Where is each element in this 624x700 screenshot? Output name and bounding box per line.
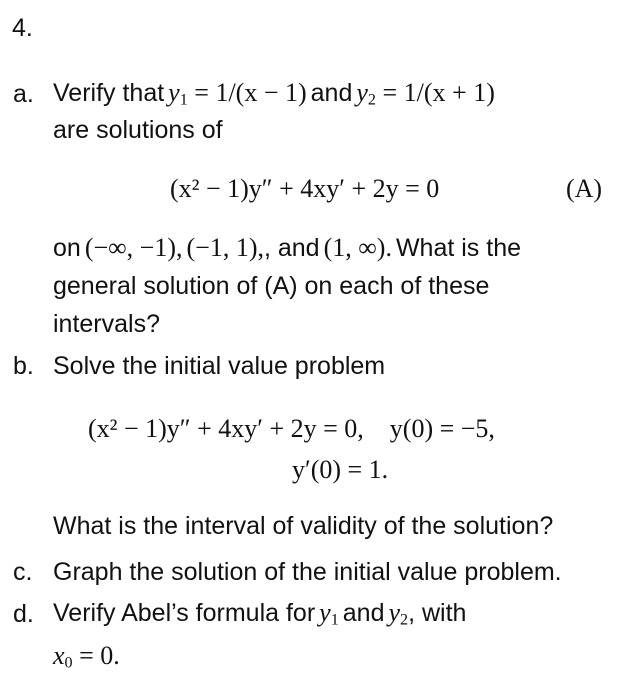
y2-expression: = 1/(x + 1) xyxy=(382,78,495,107)
part-b-label: b. xyxy=(13,352,34,380)
part-a-text-on: on xyxy=(53,234,81,262)
part-a-question-1: What is the xyxy=(395,234,522,262)
part-d-line1: Verify Abel’s formula for $y_1$ and $y_2$, with xyxy=(53,598,467,629)
part-d-text-and: and xyxy=(342,599,385,627)
part-b-line1: Solve the initial value problem xyxy=(53,352,386,380)
part-d-x0: $x_0 = 0$. xyxy=(53,641,120,672)
part-a-line2: are solutions of xyxy=(53,116,223,144)
y1-expression: = 1/(x − 1) xyxy=(194,78,307,107)
part-a-text-and: and xyxy=(310,79,353,107)
part-d-label: d. xyxy=(13,600,34,628)
part-a-intervals-line xyxy=(53,233,521,263)
x0-value: = 0. xyxy=(79,641,120,670)
part-a-text-and2: , and xyxy=(263,234,320,262)
equation-a: (x² − 1)y″ + 4xy′ + 2y = 0 xyxy=(170,174,440,203)
part-a-line1: Verify that $y_1 = 1/(x - 1)$ and $y_2 = 1/(x + 1)$ xyxy=(53,78,495,109)
part-c-text: Graph the solution of the initial value problem. xyxy=(53,558,562,586)
interval-3: (1, ∞). xyxy=(323,233,392,262)
ivp-line-1: (x² − 1)y″ + 4xy′ + 2y = 0, y(0) = −5, xyxy=(88,414,495,443)
part-b-question: What is the interval of validity of the solution? xyxy=(53,512,554,540)
part-a-question-3: intervals? xyxy=(53,310,160,338)
part-a-label: a. xyxy=(13,80,34,108)
interval-2: (−1, 1), xyxy=(186,233,264,262)
part-a-text-verify: Verify that xyxy=(53,79,165,107)
interval-1: (−∞, −1), xyxy=(84,233,183,262)
part-d-text-with: , with xyxy=(408,599,467,627)
part-a-question-2: general solution of (A) on each of these xyxy=(53,272,490,300)
problem-number: 4. xyxy=(12,14,33,42)
part-d-text-verify: Verify Abel’s formula for xyxy=(53,599,316,627)
ivp-line-2: y′(0) = 1. xyxy=(292,455,389,484)
part-c-label: c. xyxy=(13,558,33,586)
equation-tag: (A) xyxy=(566,174,603,203)
